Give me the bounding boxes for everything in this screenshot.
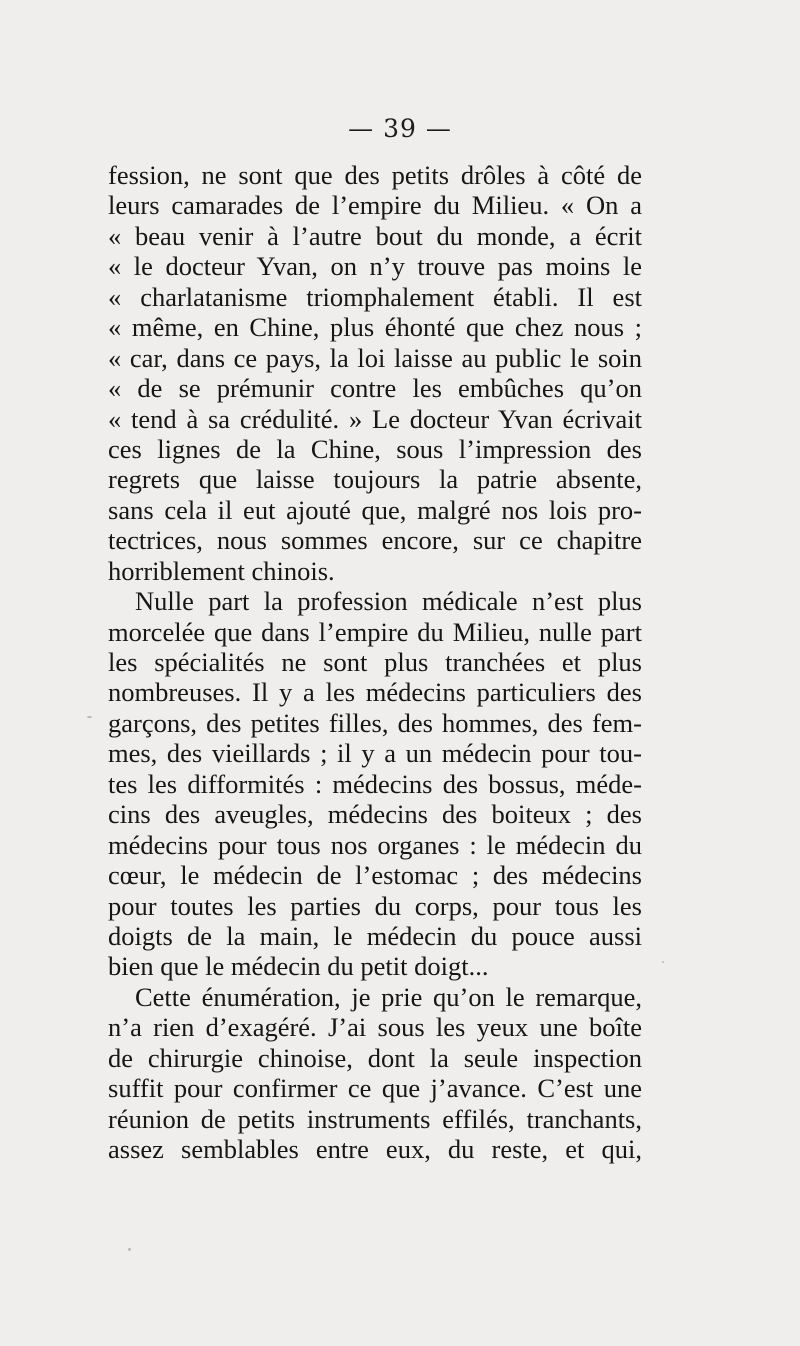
text-line-paragraph-start: Cette énumération, je prie qu’on le remarque, <box>135 981 642 1012</box>
text-line-paragraph-start: Nulle part la profession médicale n’est plus <box>135 586 642 617</box>
text-line: « beau venir à l’autre bout du monde, a écrit <box>108 220 642 251</box>
text-line: « charlatanisme triomphalement établi. Il est <box>108 281 642 312</box>
text-line: « tend à sa crédulité. » Le docteur Yvan écrivait <box>108 403 642 434</box>
paper-speck <box>128 1248 131 1251</box>
text-line: morcelée que dans l’empire du Milieu, nulle part <box>108 616 642 647</box>
paper-speck <box>87 716 92 718</box>
text-line: les spécialités ne sont plus tranchées et plus <box>108 647 642 677</box>
text-line: cins des aveugles, médecins des boiteux ; des <box>108 799 642 830</box>
text-line-paragraph-end: bien que le médecin du petit doigt... <box>108 951 489 982</box>
text-line: fession, ne sont que des petits drôles à côté de <box>108 160 642 190</box>
text-line: « de se prémunir contre les embûches qu’on <box>108 373 642 404</box>
text-line: pour toutes les parties du corps, pour tous les <box>108 890 642 921</box>
text-line: mes, des vieillards ; il y a un médecin pour tou- <box>108 738 642 769</box>
text-line: n’a rien d’exagéré. J’ai sous les yeux une boîte <box>108 1012 642 1043</box>
text-line: nombreuses. Il y a les médecins particuliers des <box>108 677 642 708</box>
text-line: ces lignes de la Chine, sous l’impression des <box>108 433 642 464</box>
body-text <box>108 160 642 1164</box>
text-line: réunion de petits instruments effilés, tranchants, <box>108 1103 642 1134</box>
text-line: garçons, des petites filles, des hommes, des fem- <box>108 707 642 738</box>
text-line: médecins pour tous nos organes : le médecin du <box>108 829 642 860</box>
page-number: — 39 — <box>348 114 452 143</box>
text-line: leurs camarades de l’empire du Milieu. « On a <box>108 190 642 221</box>
text-line: tes les difformités : médecins des bossus, méde- <box>108 768 642 799</box>
text-line: cœur, le médecin de l’estomac ; des médecins <box>108 860 642 891</box>
text-line: « car, dans ce pays, la loi laisse au public le soin <box>108 342 642 373</box>
text-line: de chirurgie chinoise, dont la seule inspection <box>108 1042 642 1073</box>
text-line: doigts de la main, le médecin du pouce aussi <box>108 920 642 951</box>
text-line: suffit pour confirmer ce que j’avance. C’est une <box>108 1073 642 1104</box>
paper-speck <box>662 961 664 963</box>
text-line: regrets que laisse toujours la patrie absente, <box>108 464 642 495</box>
text-line: sans cela il eut ajouté que, malgré nos lois pro- <box>108 494 642 525</box>
text-line: assez semblables entre eux, du reste, et qui, <box>108 1134 642 1164</box>
text-line: tectrices, nous sommes encore, sur ce chapitre <box>108 525 642 556</box>
text-line: « même, en Chine, plus éhonté que chez nous ; <box>108 312 642 343</box>
text-line-paragraph-end: horriblement chinois. <box>108 555 335 586</box>
text-line: « le docteur Yvan, on n’y trouve pas moins le <box>108 251 642 282</box>
